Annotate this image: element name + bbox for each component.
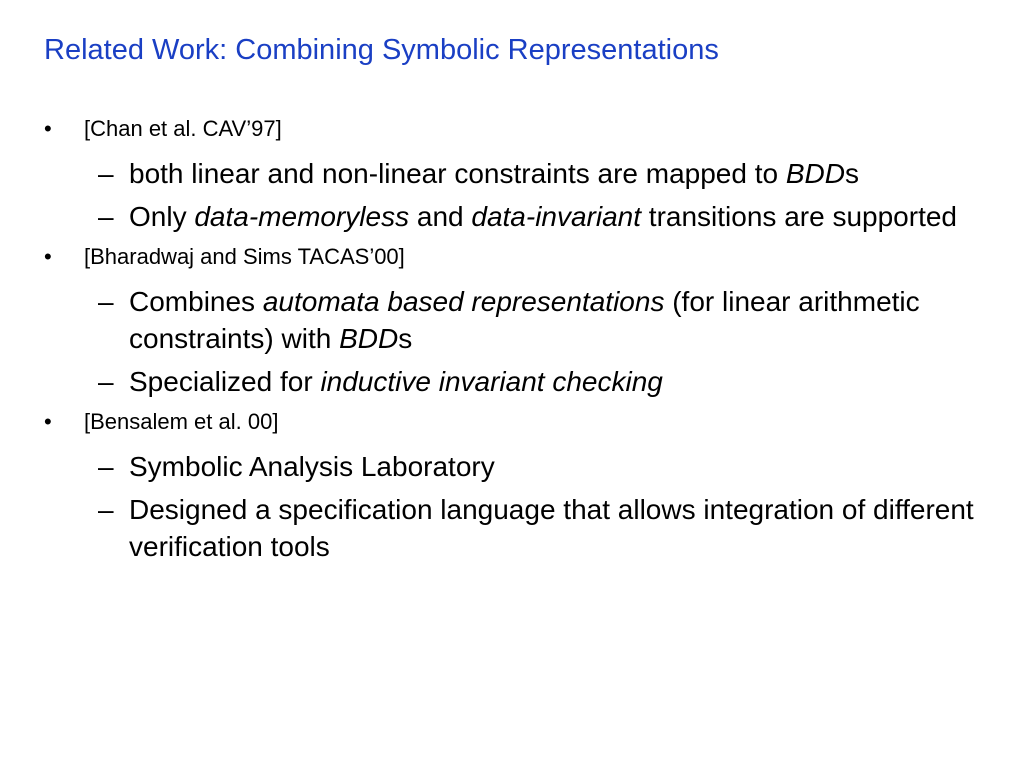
sub-point-text: both linear and non-linear constraints are mapped to bbox=[129, 158, 786, 189]
sub-point-text: Designed a specification language that allows integration of different verification tools bbox=[129, 494, 974, 562]
reference-citation: [Chan et al. CAV’97] bbox=[84, 116, 282, 141]
sub-point-text: Symbolic Analysis Laboratory bbox=[129, 451, 495, 482]
sub-point-text: (for linear arithmetic constraints) with bbox=[129, 286, 920, 354]
sub-point-text: Only bbox=[129, 201, 195, 232]
reference-group-chan bbox=[0, 115, 1024, 235]
emphasis-term: BDD bbox=[339, 323, 399, 354]
reference-group-bensalem bbox=[0, 408, 1024, 565]
dash-marker: – bbox=[98, 201, 114, 232]
emphasis-term: data-memoryless bbox=[194, 201, 410, 232]
emphasis-term: automata based representations bbox=[262, 286, 665, 317]
dash-marker: – bbox=[98, 366, 114, 397]
sub-point bbox=[0, 491, 1024, 565]
bullet-marker: • bbox=[44, 409, 52, 434]
sub-point bbox=[0, 198, 1024, 235]
reference-heading bbox=[0, 408, 1024, 436]
sub-point bbox=[0, 448, 1024, 485]
reference-citation: [Bharadwaj and Sims TACAS’00] bbox=[84, 244, 405, 269]
dash-marker: – bbox=[98, 451, 114, 482]
reference-group-bharadwaj bbox=[0, 243, 1024, 400]
sub-point-text: Combines bbox=[129, 286, 263, 317]
emphasis-term: BDD bbox=[785, 158, 845, 189]
dash-marker: – bbox=[98, 286, 114, 317]
bullet-marker: • bbox=[44, 116, 52, 141]
reference-heading bbox=[0, 243, 1024, 271]
reference-citation: [Bensalem et al. 00] bbox=[84, 409, 279, 434]
bullet-marker: • bbox=[44, 244, 52, 269]
reference-heading bbox=[0, 115, 1024, 143]
dash-marker: – bbox=[98, 494, 114, 525]
sub-point-text: s bbox=[844, 158, 859, 189]
sub-point-text: Specialized for bbox=[129, 366, 321, 397]
emphasis-term: inductive invariant checking bbox=[320, 366, 663, 397]
sub-point-text: transitions are supported bbox=[641, 201, 957, 232]
sub-point bbox=[0, 283, 1024, 357]
sub-point-text: s bbox=[398, 323, 413, 354]
sub-point bbox=[0, 155, 1024, 192]
sub-point-text: and bbox=[409, 201, 472, 232]
slide-content bbox=[0, 115, 1024, 571]
emphasis-term: data-invariant bbox=[471, 201, 642, 232]
slide-title: Related Work: Combining Symbolic Representations bbox=[44, 34, 719, 66]
dash-marker: – bbox=[98, 158, 114, 189]
sub-point bbox=[0, 363, 1024, 400]
